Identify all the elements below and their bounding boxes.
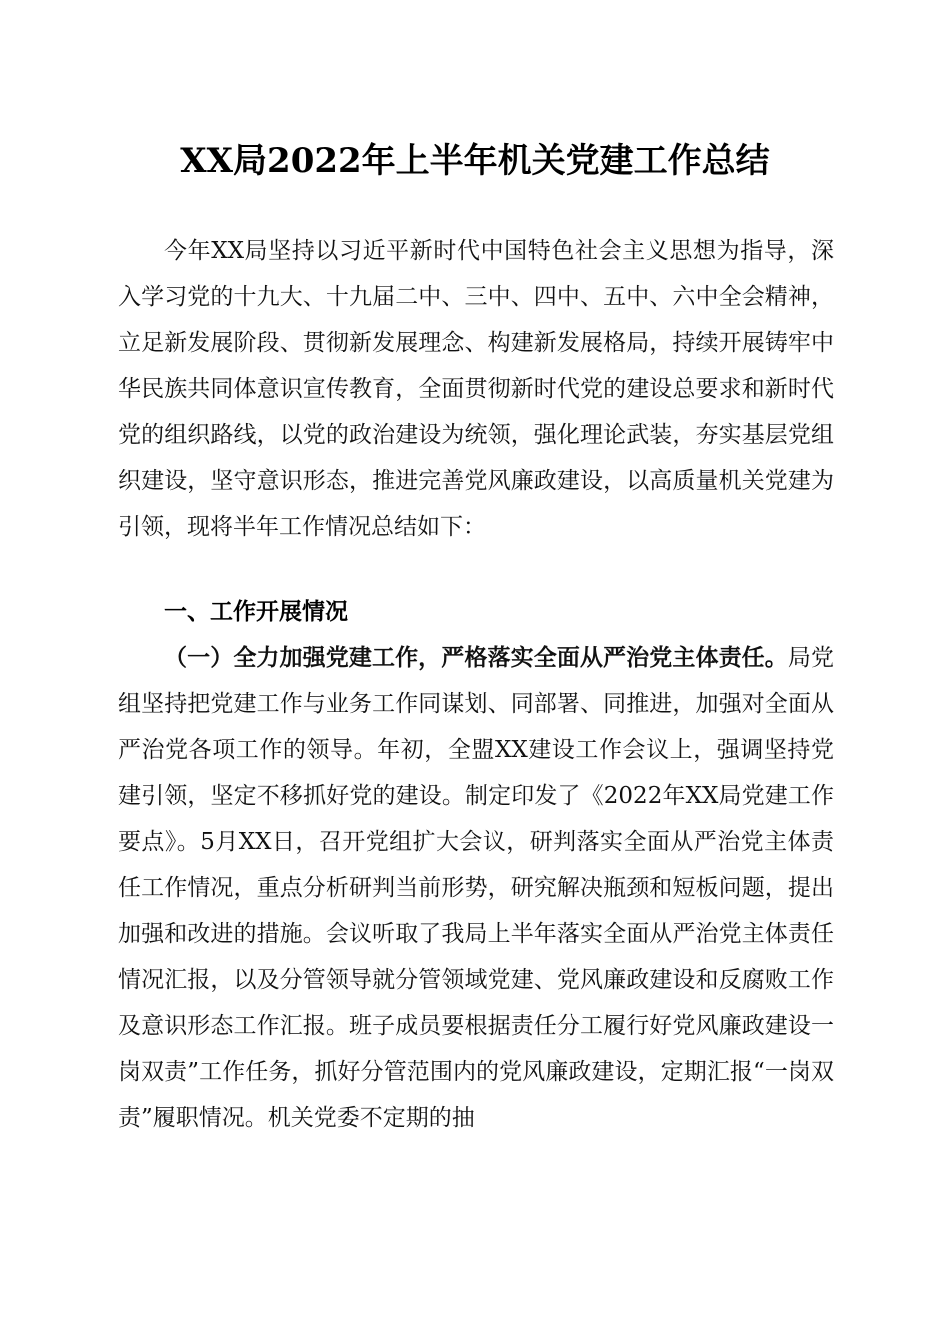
subsection-block [118,635,834,1141]
subsection-paragraph [118,635,834,1141]
subsection-lead: （一）全力加强党建工作，严格落实全面从严治党主体责任。 [164,644,788,671]
intro-paragraph: 今年XX局坚持以习近平新时代中国特色社会主义思想为指导，深入学习党的十九大、十九届二中、三中、四中、五中、六中全会精神，立足新发展阶段、贯彻新发展理念、构建新发展格局，持续开展铸牢中华民族共同体意识宣传教育，全面贯彻新时代党的建设总要求和新时代党的组织路线，以党的政治建设为统领，强化理论武装，夯实基层党组织建设，坚守意识形态，推进完善党风廉政建设，以高质量机关党建为引领，现将半年工作情况总结如下： [118,238,834,540]
section-heading: 一、工作开展情况 [164,598,348,625]
document-title: XX局2022年上半年机关党建工作总结 [180,141,770,181]
intro-block [118,228,834,550]
subsection-body: 局党组坚持把党建工作与业务工作同谋划、同部署、同推进，加强对全面从严治党各项工作的领导。年初，全盟XX建设工作会议上，强调坚持党建引领，坚定不移抓好党的建设。制定印发了《2022年XX局党建工作要点》。5月XX日，召开党组扩大会议，研判落实全面从严治党主体责任工作情况，重点分析研判当前形势，研究解决瓶颈和短板问题，提出加强和改进的措施。会议听取了我局上半年落实全面从严治党主体责任情况汇报，以及分管领导就分管领域党建、党风廉政建设和反腐败工作及意识形态工作汇报。班子成员要根据责任分工履行好党风廉政建设一岗双责”工作任务，抓好分管范围内的党风廉政建设，定期汇报“一岗双责”履职情况。机关党委不定期的抽 [118,645,835,1131]
